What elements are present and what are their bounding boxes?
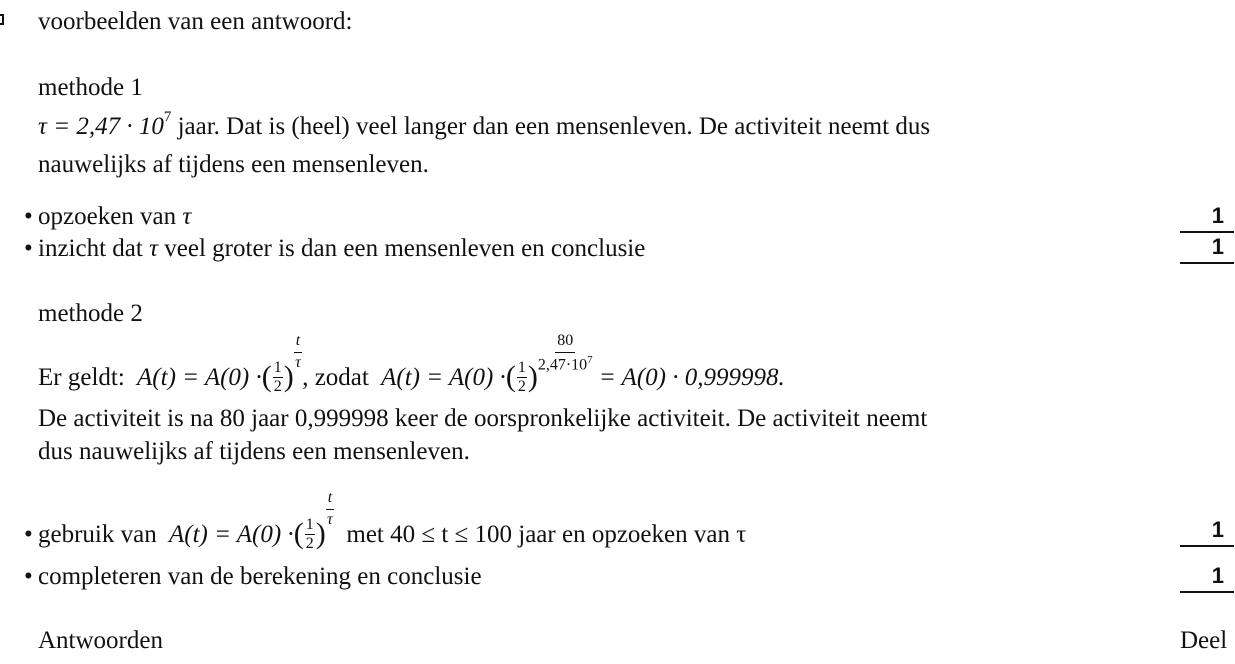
criterion-1-score: 1 <box>1180 205 1234 233</box>
criterion-3: • gebruik van A(t) = A(0) ·( $\frac{1}{2}$ ) $\frac{t}{\tau}$ met 40 ≤ t ≤ 100 jaar en opzoeken van τ <box>24 489 747 552</box>
method-1-line-2: nauwelijks af tijdens een mensenleven. <box>38 151 429 178</box>
criterion-1: • opzoeken van τ <box>24 203 192 230</box>
method-2-line-2: De activiteit is na 80 jaar 0,999998 keer de oorspronkelijke activiteit. De activiteit neemt <box>38 405 928 432</box>
criterion-2-score: 1 <box>1180 236 1234 264</box>
criterion-3-score: 1 <box>1180 519 1234 547</box>
method-1-line-1-rest: jaar. Dat is (heel) veel langer dan een mensenleven. De activiteit neemt dus <box>177 113 931 140</box>
footer-left: Antwoorden <box>38 627 163 654</box>
method-1-title: methode 1 <box>38 74 143 101</box>
method-2-line-3: dus nauwelijks af tijdens een mensenleven. <box>38 438 470 465</box>
tau-value: τ = 2,47 · 10 <box>38 113 164 140</box>
tau-exponent: 7 <box>163 109 172 125</box>
criterion-4: • completeren van de berekening en conclusie <box>24 563 482 590</box>
criterion-2: • inzicht dat τ veel groter is dan een mensenleven en conclusie <box>24 235 646 262</box>
criterion-4-score: 1 <box>1180 565 1234 593</box>
footer-right: Deel <box>1180 627 1228 654</box>
method-1-line-1 <box>38 109 931 140</box>
method-2-formula-line: Er geldt: A(t) = A(0) ·( $\frac{1}{2}$ ) $\frac{t}{\tau}$ , zodat A(t) = A(0) ·( $\frac{1}{2}$ ) $\frac{80}{2,47\cdot 10^7}$ = A(0) · 0,999998. <box>38 332 785 395</box>
method-2-title: methode 2 <box>38 300 143 327</box>
answer-header: voorbeelden van een antwoord: <box>38 8 353 35</box>
checkbox-marker <box>0 14 4 25</box>
